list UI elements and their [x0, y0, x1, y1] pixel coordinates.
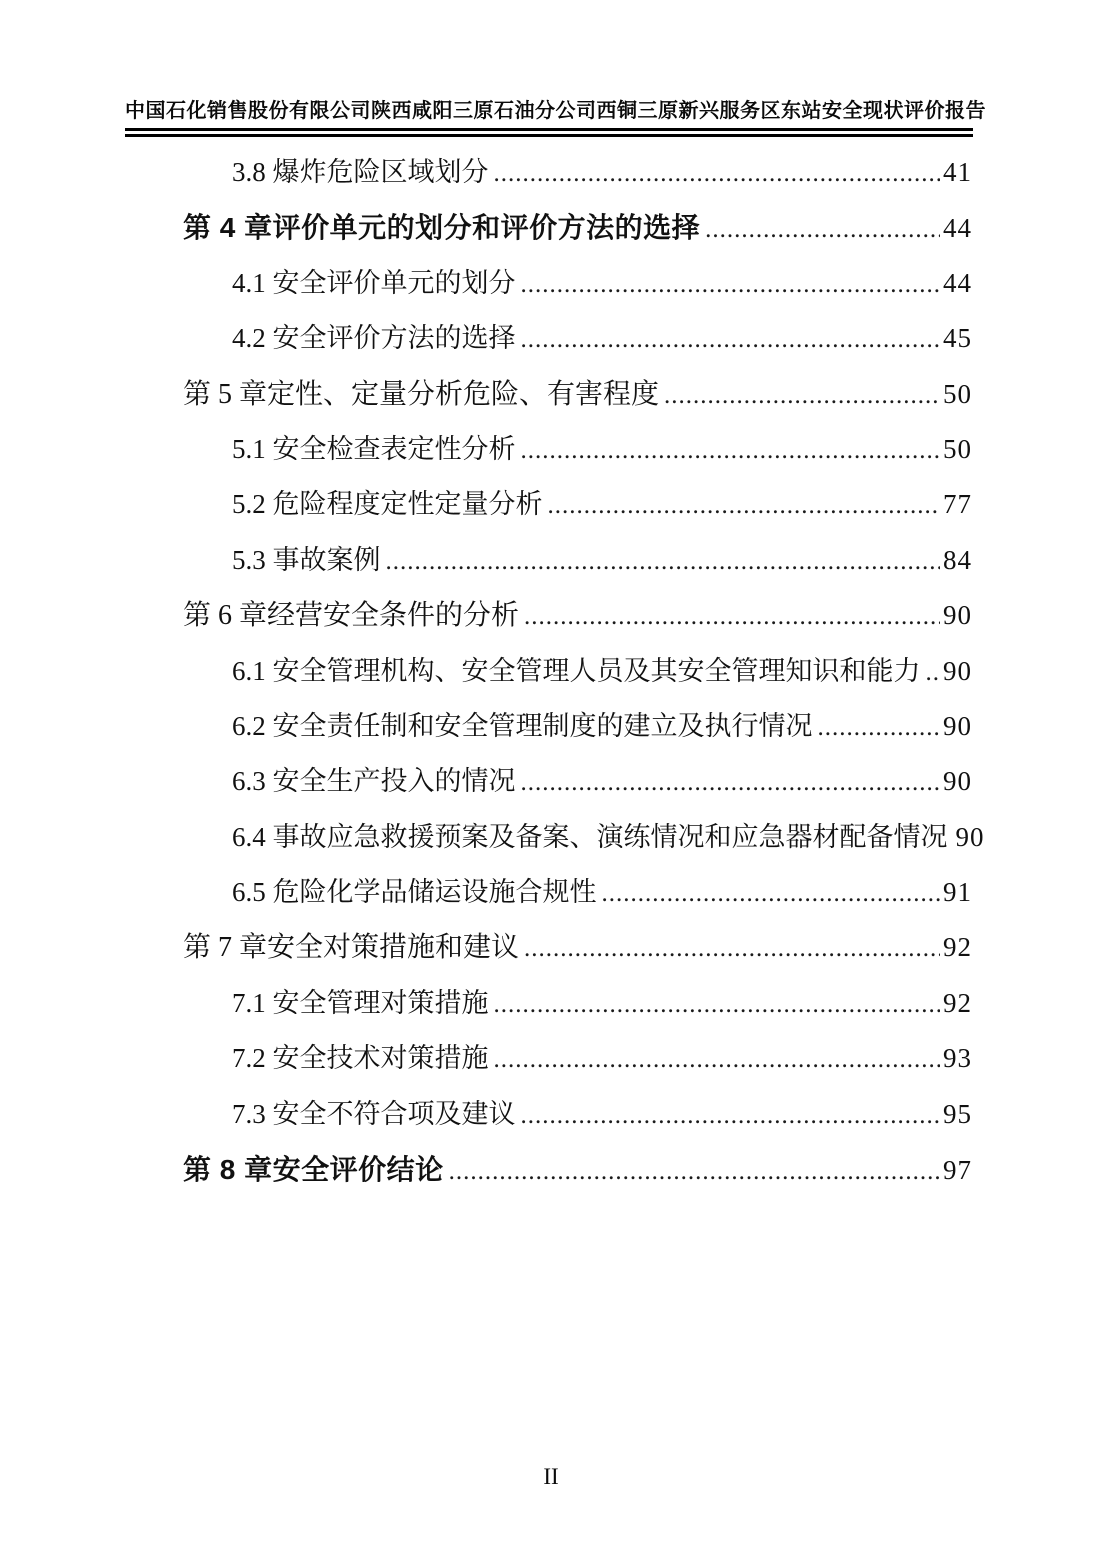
toc-entry-page: 90: [955, 821, 985, 852]
toc-entry: [183, 200, 972, 255]
toc-entry-label: 5.1 安全检查表定性分析: [232, 433, 516, 464]
toc-leader-dots: [489, 146, 941, 201]
toc-leader-dots: [444, 1144, 940, 1199]
toc-entry: [183, 588, 972, 643]
toc-entry-label: 6.5 危险化学品储运设施合规性: [232, 877, 597, 908]
toc-entry-page: 90: [943, 655, 972, 686]
toc-entry-page: 95: [943, 1098, 972, 1129]
toc-leader-dots: [700, 202, 940, 257]
toc-entry-label: 4.1 安全评价单元的划分: [232, 267, 516, 298]
toc-entry-label: 6.3 安全生产投入的情况: [232, 766, 516, 797]
toc-leader-dots: [921, 645, 941, 700]
toc-leader-dots: [519, 589, 940, 644]
toc-entry-page: 77: [943, 489, 972, 520]
toc-entry-label: 7.2 安全技术对策措施: [232, 1043, 489, 1074]
toc-entry-page: 50: [943, 378, 972, 409]
toc-entry-page: 41: [943, 157, 972, 187]
toc-leader-dots: [813, 700, 941, 755]
toc-entry-label: 第 4 章评价单元的划分和评价方法的选择: [183, 212, 701, 244]
toc-entry: [183, 1031, 972, 1086]
toc-leader-dots: [489, 1032, 941, 1087]
toc-entry-page: 92: [943, 932, 972, 963]
toc-entry: [183, 477, 972, 532]
toc-entry-page: 44: [943, 267, 972, 298]
toc-entry-page: 90: [943, 710, 972, 741]
toc-leader-dots: [519, 921, 940, 976]
toc-entry-page: 97: [943, 1155, 972, 1186]
toc-entry-label: 5.2 危险程度定性定量分析: [232, 489, 543, 520]
toc-entry-page: 91: [943, 877, 972, 908]
toc-leader-dots: [516, 1088, 941, 1143]
toc-leader-dots: [516, 257, 941, 312]
toc-entry: [183, 920, 972, 975]
toc-entry: [183, 644, 972, 699]
page-number: II: [543, 1464, 559, 1489]
toc-entry: [183, 311, 972, 366]
toc-entry: [183, 1142, 972, 1197]
toc-entry-label: 6.4 事故应急救援预案及备案、演练情况和应急器材配备情况: [232, 821, 948, 852]
toc-entry-page: 90: [943, 766, 972, 797]
toc-entry-label: 4.2 安全评价方法的选择: [232, 323, 516, 354]
toc-entry-page: 44: [943, 213, 972, 244]
toc-entry-label: 7.1 安全管理对策措施: [232, 987, 489, 1018]
toc-entry-label: 第 5 章定性、定量分析危险、有害程度: [183, 378, 660, 410]
toc-list: [183, 145, 985, 1197]
toc-entry-page: 50: [943, 433, 972, 464]
toc-leader-dots: [516, 312, 941, 367]
toc-entry: [183, 976, 972, 1031]
toc-entry: [183, 145, 972, 200]
toc-entry: [183, 256, 972, 311]
toc-leader-dots: [516, 755, 941, 810]
toc-leader-dots: [597, 866, 941, 921]
document-header-title: 中国石化销售股份有限公司陕西咸阳三原石油分公司西铜三原新兴服务区东站安全现状评价报告: [125, 100, 986, 122]
toc-entry-label: 3.8 爆炸危险区域划分: [232, 157, 489, 187]
toc-leader-dots: [489, 977, 941, 1032]
toc-leader-dots: [516, 423, 941, 478]
toc-entry: [183, 810, 985, 865]
toc-entry: [183, 367, 972, 422]
toc-entry-label: 第 8 章安全评价结论: [183, 1154, 444, 1186]
toc-entry: [183, 1087, 972, 1142]
toc-entry: [183, 754, 972, 809]
toc-entry-label: 6.1 安全管理机构、安全管理人员及其安全管理知识和能力: [232, 655, 921, 686]
toc-entry-label: 5.3 事故案例: [232, 544, 381, 575]
toc-entry-label: 第 6 章经营安全条件的分析: [183, 600, 520, 632]
toc-leader-dots: [659, 368, 940, 423]
toc-entry: [183, 422, 972, 477]
toc-leader-dots: [543, 478, 941, 533]
toc-entry-page: 90: [943, 600, 972, 631]
toc-entry: [183, 699, 972, 754]
toc-entry-label: 7.3 安全不符合项及建议: [232, 1098, 516, 1129]
toc-entry-page: 45: [943, 323, 972, 354]
toc-leader-dots: [381, 534, 941, 589]
header-double-rule: [125, 128, 973, 137]
toc-entry-label: 6.2 安全责任制和安全管理制度的建立及执行情况: [232, 710, 813, 741]
toc-entry: [183, 865, 972, 920]
toc-entry: [183, 533, 972, 588]
toc-entry-page: 93: [943, 1043, 972, 1074]
toc-entry-page: 92: [943, 987, 972, 1018]
toc-entry-label: 第 7 章安全对策措施和建议: [183, 932, 520, 964]
toc-entry-page: 84: [943, 544, 972, 575]
